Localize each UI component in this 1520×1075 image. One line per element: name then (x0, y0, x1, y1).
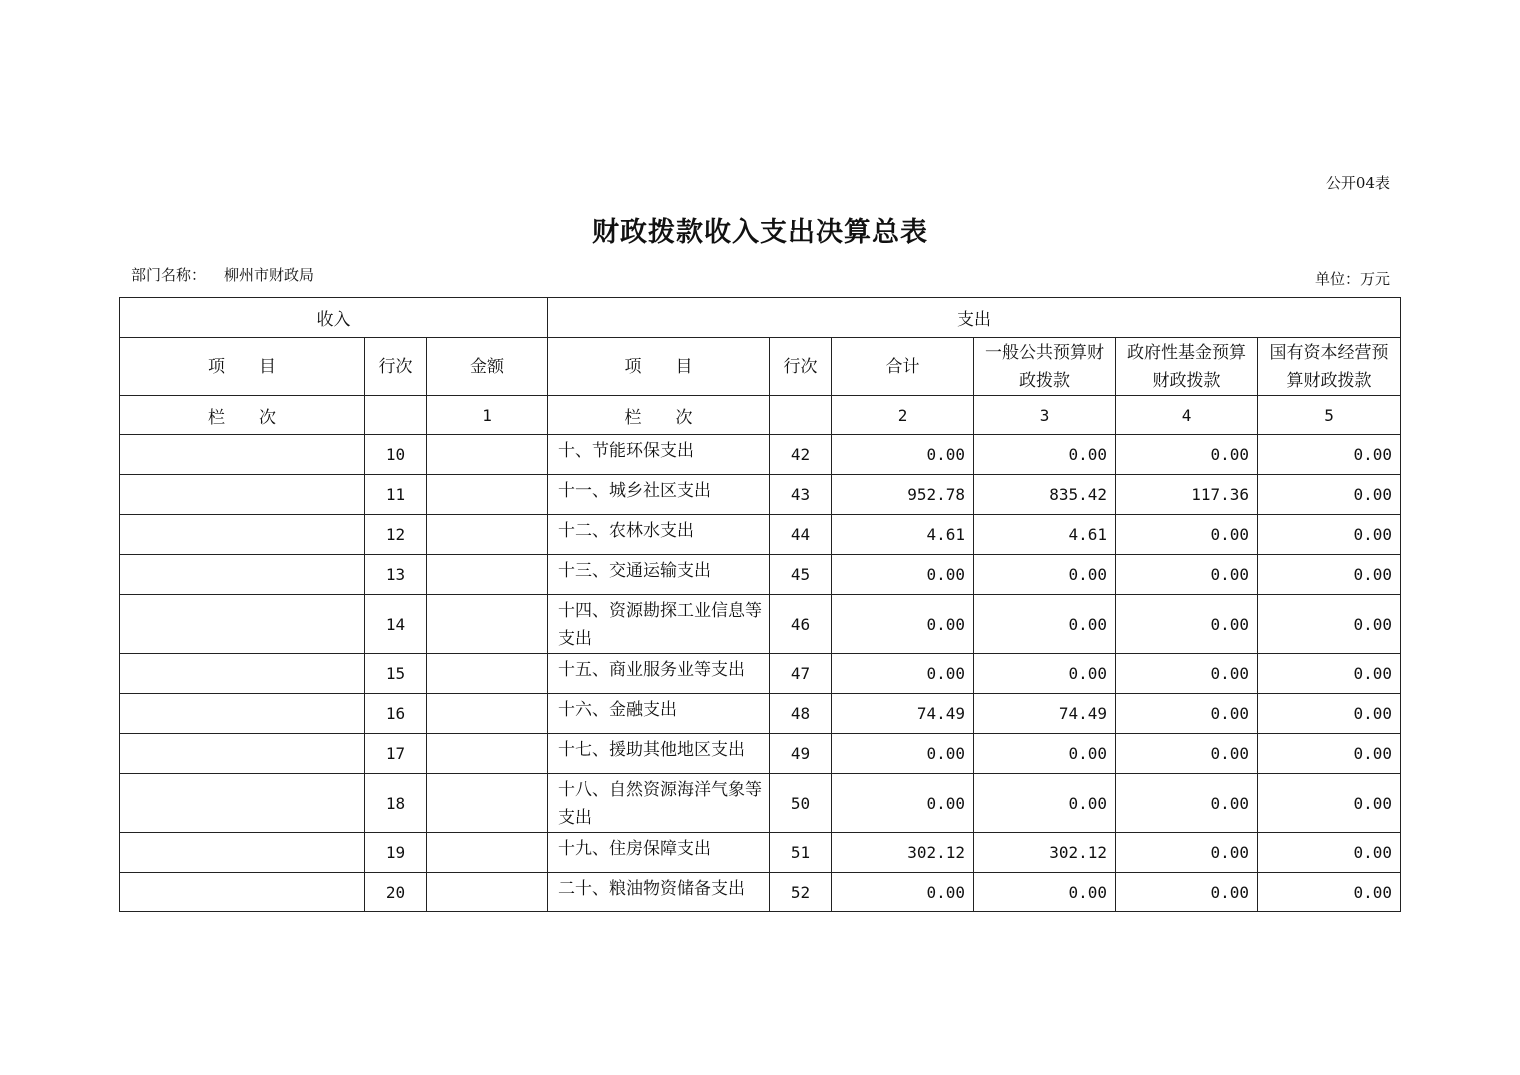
income-item-cell (120, 515, 365, 555)
income-item-cell (120, 694, 365, 734)
total-cell: 0.00 (832, 654, 974, 694)
total-cell: 0.00 (832, 595, 974, 654)
table-row (120, 734, 1401, 774)
table-row (120, 595, 1401, 654)
capital-budget-cell: 0.00 (1258, 595, 1401, 654)
col-no-label: 栏 次 (120, 396, 365, 435)
table-row (120, 694, 1401, 734)
dept-value: 柳州市财政局 (224, 266, 315, 284)
table-row (120, 873, 1401, 912)
income-amount-cell (427, 734, 548, 774)
column-number-row (120, 396, 1401, 435)
capital-budget-cell: 0.00 (1258, 654, 1401, 694)
col-no-line (365, 396, 427, 435)
expense-line-cell: 47 (770, 654, 832, 694)
unit-label: 单位：万元 (1314, 270, 1390, 288)
total-cell: 74.49 (832, 694, 974, 734)
col-no-fund: 4 (1116, 396, 1258, 435)
col-header-fund: 政府性基金预算财政拨款 (1116, 338, 1258, 396)
income-amount-cell (427, 555, 548, 595)
general-budget-cell: 302.12 (974, 833, 1116, 873)
total-cell: 0.00 (832, 734, 974, 774)
income-item-cell (120, 774, 365, 833)
table-row (120, 435, 1401, 475)
income-item-cell (120, 475, 365, 515)
expense-item-cell: 十三、交通运输支出 (548, 555, 770, 595)
form-code: 公开04表 (1325, 174, 1390, 192)
general-budget-cell: 0.00 (974, 873, 1116, 912)
total-cell: 0.00 (832, 435, 974, 475)
expense-line-cell: 42 (770, 435, 832, 475)
col-no-total: 2 (832, 396, 974, 435)
general-budget-cell: 0.00 (974, 435, 1116, 475)
expense-line-cell: 46 (770, 595, 832, 654)
table-row (120, 515, 1401, 555)
col-no-capital: 5 (1258, 396, 1401, 435)
capital-budget-cell: 0.00 (1258, 555, 1401, 595)
fund-budget-cell: 0.00 (1116, 555, 1258, 595)
table-row (120, 774, 1401, 833)
income-item-cell (120, 873, 365, 912)
income-header: 收入 (120, 298, 548, 338)
fund-budget-cell: 0.00 (1116, 734, 1258, 774)
col-no-general: 3 (974, 396, 1116, 435)
income-amount-cell (427, 515, 548, 555)
expense-line-cell: 45 (770, 555, 832, 595)
capital-budget-cell: 0.00 (1258, 475, 1401, 515)
expense-line-cell: 48 (770, 694, 832, 734)
col-header-total: 合计 (832, 338, 974, 396)
expense-item-cell: 十、节能环保支出 (548, 435, 770, 475)
income-line-cell: 12 (365, 515, 427, 555)
total-cell: 0.00 (832, 774, 974, 833)
income-amount-cell (427, 694, 548, 734)
fund-budget-cell: 0.00 (1116, 774, 1258, 833)
column-header-row (120, 338, 1401, 396)
col-no-label-expense: 栏 次 (548, 396, 770, 435)
col-no-line-expense (770, 396, 832, 435)
total-cell: 0.00 (832, 873, 974, 912)
col-header-item-expense: 项 目 (548, 338, 770, 396)
income-line-cell: 10 (365, 435, 427, 475)
expense-item-cell: 二十、粮油物资储备支出 (548, 873, 770, 912)
capital-budget-cell: 0.00 (1258, 774, 1401, 833)
capital-budget-cell: 0.00 (1258, 435, 1401, 475)
income-line-cell: 11 (365, 475, 427, 515)
budget-table (119, 297, 1401, 912)
income-item-cell (120, 734, 365, 774)
general-budget-cell: 0.00 (974, 654, 1116, 694)
col-header-capital: 国有资本经营预算财政拨款 (1258, 338, 1401, 396)
capital-budget-cell: 0.00 (1258, 734, 1401, 774)
col-header-amount: 金额 (427, 338, 548, 396)
table-row (120, 654, 1401, 694)
col-header-line: 行次 (365, 338, 427, 396)
income-line-cell: 14 (365, 595, 427, 654)
expense-header: 支出 (548, 298, 1401, 338)
general-budget-cell: 0.00 (974, 595, 1116, 654)
col-header-general: 一般公共预算财政拨款 (974, 338, 1116, 396)
income-line-cell: 19 (365, 833, 427, 873)
expense-line-cell: 43 (770, 475, 832, 515)
expense-item-cell: 十八、自然资源海洋气象等支出 (548, 774, 770, 833)
expense-item-cell: 十七、援助其他地区支出 (548, 734, 770, 774)
income-line-cell: 17 (365, 734, 427, 774)
col-header-line-expense: 行次 (770, 338, 832, 396)
expense-line-cell: 52 (770, 873, 832, 912)
income-amount-cell (427, 435, 548, 475)
income-item-cell (120, 833, 365, 873)
income-amount-cell (427, 595, 548, 654)
fund-budget-cell: 0.00 (1116, 833, 1258, 873)
income-line-cell: 15 (365, 654, 427, 694)
income-amount-cell (427, 654, 548, 694)
income-line-cell: 20 (365, 873, 427, 912)
income-line-cell: 13 (365, 555, 427, 595)
table-row (120, 833, 1401, 873)
income-amount-cell (427, 475, 548, 515)
general-budget-cell: 0.00 (974, 774, 1116, 833)
capital-budget-cell: 0.00 (1258, 833, 1401, 873)
income-line-cell: 16 (365, 694, 427, 734)
fund-budget-cell: 0.00 (1116, 595, 1258, 654)
table-row (120, 555, 1401, 595)
department (131, 264, 314, 285)
expense-item-cell: 十二、农林水支出 (548, 515, 770, 555)
income-item-cell (120, 435, 365, 475)
expense-item-cell: 十一、城乡社区支出 (548, 475, 770, 515)
income-item-cell (120, 555, 365, 595)
group-header-row (120, 298, 1401, 338)
capital-budget-cell: 0.00 (1258, 873, 1401, 912)
total-cell: 4.61 (832, 515, 974, 555)
general-budget-cell: 74.49 (974, 694, 1116, 734)
expense-line-cell: 44 (770, 515, 832, 555)
income-amount-cell (427, 774, 548, 833)
general-budget-cell: 835.42 (974, 475, 1116, 515)
general-budget-cell: 4.61 (974, 515, 1116, 555)
expense-item-cell: 十九、住房保障支出 (548, 833, 770, 873)
income-item-cell (120, 595, 365, 654)
income-amount-cell (427, 873, 548, 912)
general-budget-cell: 0.00 (974, 734, 1116, 774)
income-item-cell (120, 654, 365, 694)
total-cell: 302.12 (832, 833, 974, 873)
expense-item-cell: 十五、商业服务业等支出 (548, 654, 770, 694)
fund-budget-cell: 0.00 (1116, 694, 1258, 734)
expense-item-cell: 十六、金融支出 (548, 694, 770, 734)
fund-budget-cell: 0.00 (1116, 654, 1258, 694)
fund-budget-cell: 0.00 (1116, 873, 1258, 912)
expense-line-cell: 50 (770, 774, 832, 833)
col-no-amount: 1 (427, 396, 548, 435)
dept-label: 部门名称： (131, 266, 207, 284)
total-cell: 952.78 (832, 475, 974, 515)
fund-budget-cell: 0.00 (1116, 515, 1258, 555)
general-budget-cell: 0.00 (974, 555, 1116, 595)
income-line-cell: 18 (365, 774, 427, 833)
income-amount-cell (427, 833, 548, 873)
total-cell: 0.00 (832, 555, 974, 595)
capital-budget-cell: 0.00 (1258, 515, 1401, 555)
expense-item-cell: 十四、资源勘探工业信息等支出 (548, 595, 770, 654)
capital-budget-cell: 0.00 (1258, 694, 1401, 734)
expense-line-cell: 49 (770, 734, 832, 774)
table-row (120, 475, 1401, 515)
expense-line-cell: 51 (770, 833, 832, 873)
page-title: 财政拨款收入支出决算总表 (592, 217, 928, 248)
fund-budget-cell: 117.36 (1116, 475, 1258, 515)
fund-budget-cell: 0.00 (1116, 435, 1258, 475)
col-header-item: 项 目 (120, 338, 365, 396)
